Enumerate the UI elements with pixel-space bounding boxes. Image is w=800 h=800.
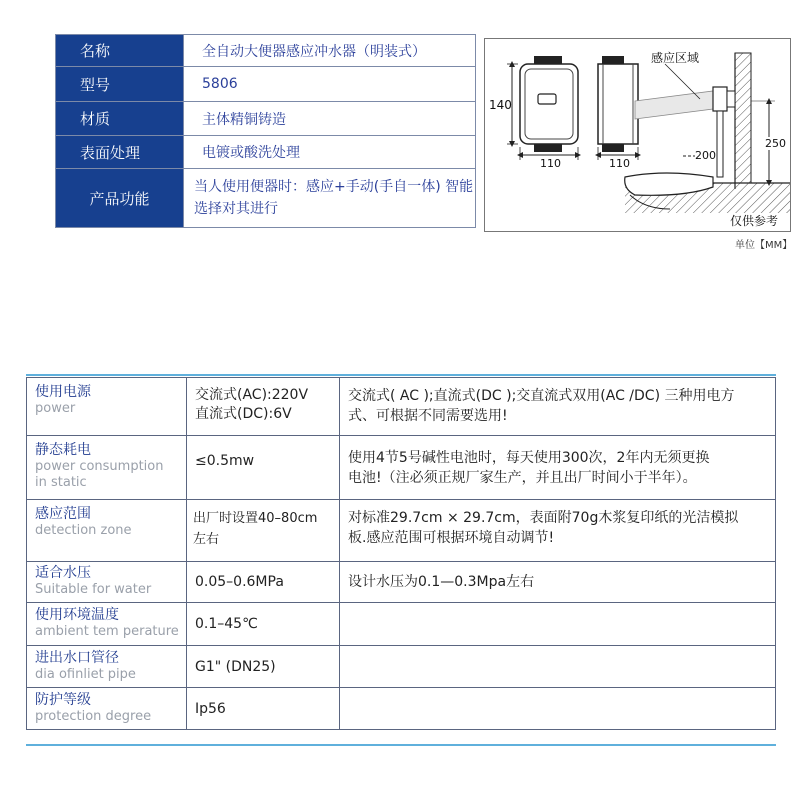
tech-value-cell bbox=[187, 562, 340, 603]
tech-note-cell bbox=[340, 603, 776, 646]
tech-row-power bbox=[27, 378, 776, 436]
spec-value: 主体精铜铸造 bbox=[184, 102, 476, 136]
spec-row-function bbox=[56, 169, 476, 228]
spec-value bbox=[184, 169, 476, 228]
tech-note: 板.感应范围可根据环境自动调节! bbox=[348, 530, 555, 546]
tech-label-cell bbox=[27, 500, 187, 562]
tech-value-cell bbox=[187, 436, 340, 500]
dim-width-front-label: 110 bbox=[540, 157, 561, 170]
top-divider bbox=[26, 374, 776, 376]
tech-value: 0.05–0.6MPa bbox=[195, 574, 284, 590]
dim-width-side-label: 110 bbox=[609, 157, 630, 170]
tech-row-pipe-diameter bbox=[27, 646, 776, 688]
tech-value: Ip56 bbox=[195, 701, 226, 717]
tech-label-cn: 使用环境温度 bbox=[35, 607, 119, 623]
technical-spec-table bbox=[26, 377, 776, 730]
spec-value: 全自动大便器感应冲水器（明装式） bbox=[184, 35, 476, 67]
side-view bbox=[598, 56, 638, 152]
tech-note: 交流式( AC );直流式(DC );交直流式双用(AC /DC) 三种用电方 bbox=[348, 388, 735, 404]
tech-value: G1" (DN25) bbox=[195, 659, 276, 675]
tech-note: 设计水压为0.1—0.3Mpa左右 bbox=[348, 574, 535, 590]
tech-value: 交流式(AC):220V bbox=[195, 387, 309, 403]
tech-note: 对标准29.7cm × 29.7cm，表面附70g木浆复印纸的光洁模拟 bbox=[348, 510, 739, 526]
bottom-divider bbox=[26, 744, 776, 746]
tech-row-ambient-temperature bbox=[27, 603, 776, 646]
tech-value: ≤0.5mw bbox=[195, 453, 255, 469]
tech-note: 电池!（注必须正规厂家生产，并且出厂时间小于半年）。 bbox=[348, 470, 697, 486]
tech-label-cn: 静态耗电 bbox=[35, 442, 91, 458]
tech-label-en: protection degree bbox=[35, 709, 152, 724]
spec-label: 名称 bbox=[56, 35, 184, 67]
tech-label-cell bbox=[27, 436, 187, 500]
tech-note-cell bbox=[340, 378, 776, 436]
tech-label-cn: 防护等级 bbox=[35, 692, 91, 708]
tech-label-cell bbox=[27, 378, 187, 436]
dim-height-label: 140 bbox=[489, 98, 512, 112]
tech-note: 式、可根据不同需要选用! bbox=[348, 408, 508, 424]
tech-note-cell bbox=[340, 646, 776, 688]
tech-label-cell bbox=[27, 562, 187, 603]
tech-value-cell bbox=[187, 688, 340, 730]
spec-row-material bbox=[56, 102, 476, 136]
diagram-drawing bbox=[485, 39, 792, 233]
tech-label-en: Suitable for water bbox=[35, 582, 152, 597]
tech-label-cn: 使用电源 bbox=[35, 384, 91, 400]
tech-value-cell bbox=[187, 603, 340, 646]
spec-label: 型号 bbox=[56, 67, 184, 102]
tech-note-cell bbox=[340, 562, 776, 603]
installation-diagram bbox=[484, 38, 791, 232]
tech-label-cell bbox=[27, 688, 187, 730]
tech-label-en: power consumption bbox=[35, 459, 164, 474]
tech-label-cn: 感应范围 bbox=[35, 506, 91, 522]
tech-value: 左右 bbox=[193, 532, 220, 547]
tech-label-en: detection zone bbox=[35, 523, 132, 538]
tech-value-cell bbox=[187, 378, 340, 436]
reference-note: 仅供参考 bbox=[730, 214, 779, 228]
tech-value: 0.1–45℃ bbox=[195, 616, 258, 632]
tech-label-en: power bbox=[35, 401, 76, 416]
spec-label: 材质 bbox=[56, 102, 184, 136]
tech-label-cn: 进出水口管径 bbox=[35, 650, 119, 666]
tech-label-cell bbox=[27, 646, 187, 688]
sensing-zone-label: 感应区域 bbox=[651, 51, 700, 65]
tech-row-static-consumption bbox=[27, 436, 776, 500]
spec-row-name bbox=[56, 35, 476, 67]
tech-label-cn: 适合水压 bbox=[35, 565, 91, 581]
spec-value-line: 智能选择对其进行 bbox=[194, 179, 474, 217]
tech-note-cell bbox=[340, 688, 776, 730]
tech-label-en: ambient tem perature bbox=[35, 624, 179, 639]
spec-label: 产品功能 bbox=[56, 169, 184, 228]
tech-label-cell bbox=[27, 603, 187, 646]
tech-row-protection-degree bbox=[27, 688, 776, 730]
front-view bbox=[520, 56, 578, 152]
tech-value: 直流式(DC):6V bbox=[195, 406, 292, 422]
dim-distance-label: 200 bbox=[695, 149, 716, 162]
spec-row-model bbox=[56, 67, 476, 102]
tech-note-cell bbox=[340, 500, 776, 562]
tech-note: 使用4节5号碱性电池时，每天使用300次，2年内无须更换 bbox=[348, 450, 710, 466]
tech-row-water-pressure bbox=[27, 562, 776, 603]
tech-label-en: dia ofinliet pipe bbox=[35, 667, 136, 682]
tech-value-cell bbox=[187, 500, 340, 562]
tech-value: 出厂时设置40–80cm bbox=[193, 511, 318, 526]
spec-label: 表面处理 bbox=[56, 136, 184, 169]
tech-note-cell bbox=[340, 436, 776, 500]
spec-value: 电镀或酸洗处理 bbox=[184, 136, 476, 169]
spec-row-surface bbox=[56, 136, 476, 169]
tech-label-en: in static bbox=[35, 475, 87, 490]
spec-value: 5806 bbox=[184, 67, 476, 102]
product-spec-table bbox=[55, 34, 476, 228]
tech-row-detection-zone bbox=[27, 500, 776, 562]
unit-note: 单位【MM】 bbox=[735, 240, 793, 251]
spec-value-line: 当人使用便器时：感应+手动(手自一体) bbox=[194, 179, 441, 195]
tech-value-cell bbox=[187, 646, 340, 688]
dim-mount-height-label: 250 bbox=[765, 137, 786, 150]
